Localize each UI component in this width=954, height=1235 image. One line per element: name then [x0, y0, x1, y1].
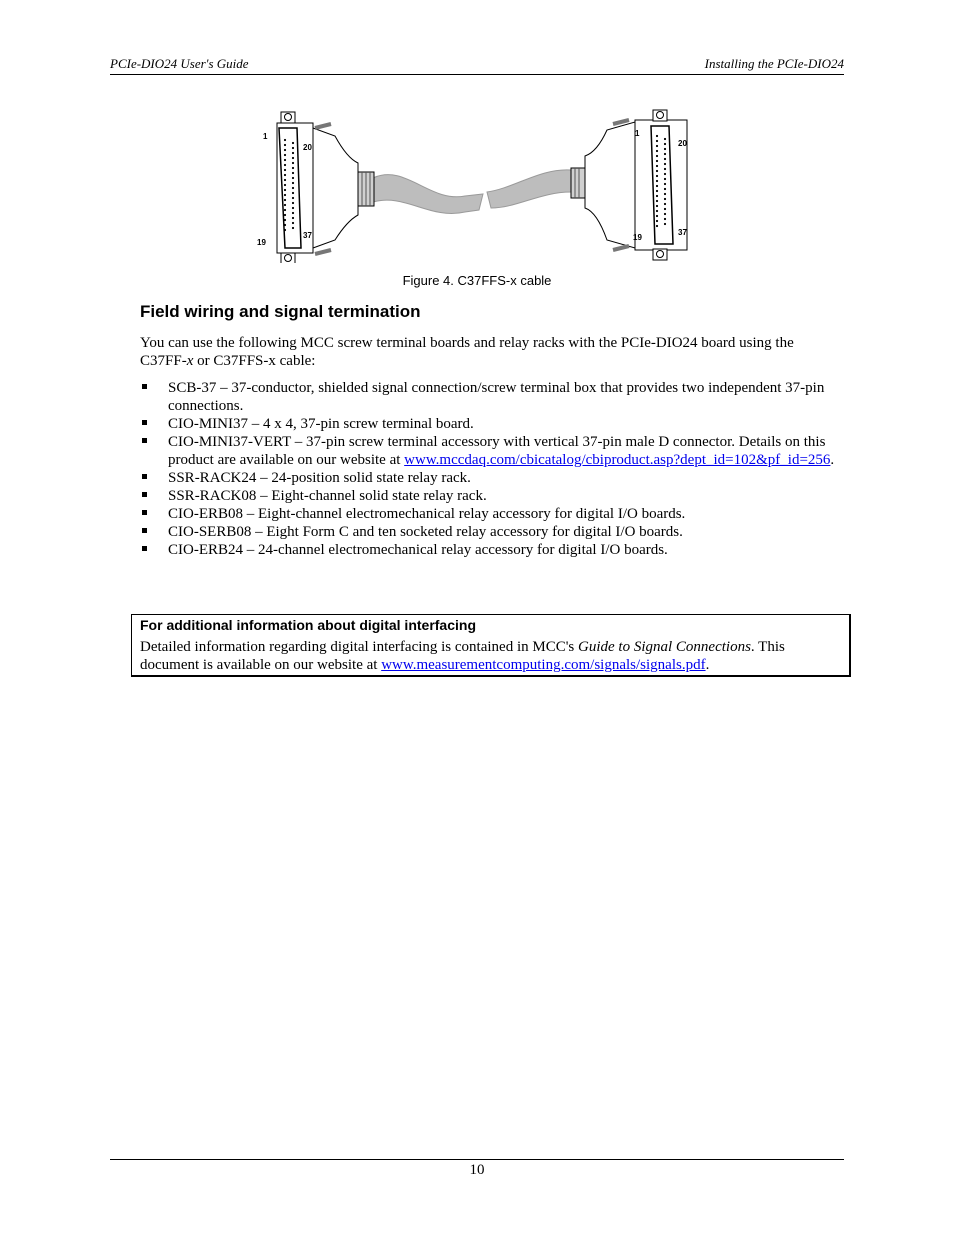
list-item: [140, 505, 840, 523]
right-connector: [571, 110, 687, 260]
list-item-text: CIO-ERB08 – Eight-channel electromechanical relay accessory for digital I/O boards.: [168, 506, 686, 522]
list-item: [140, 469, 840, 487]
page-header: [110, 55, 844, 75]
right-pin-19-label: 19: [633, 233, 642, 242]
info-box-body: [140, 638, 840, 674]
bullet-icon: [142, 420, 147, 425]
accessory-list: [140, 379, 840, 559]
left-pin-20-label: 20: [303, 143, 312, 152]
list-item-text: CIO-SERB08 – Eight Form C and ten socketed relay accessory for digital I/O boards.: [168, 524, 683, 540]
left-connector: [257, 112, 374, 263]
left-pin-37-label: 37: [303, 231, 312, 240]
bullet-icon: [142, 510, 147, 515]
left-pin-1-label: 1: [263, 132, 268, 141]
right-pin-20-label: 20: [678, 139, 687, 148]
intro-text-start: You can use the following MCC screw terminal boards and relay racks with the PCIe-DIO24 board using the C37FF-: [140, 335, 794, 369]
section-intro: [140, 334, 840, 370]
info-box: [131, 614, 851, 677]
section-heading: Field wiring and signal termination: [140, 302, 421, 321]
cable-body: [373, 170, 571, 214]
list-item-text: SSR-RACK24 – 24-position solid state relay rack.: [168, 470, 471, 486]
bullet-icon: [142, 474, 147, 479]
page-number: 10: [469, 1162, 485, 1178]
list-item-text: SSR-RACK08 – Eight-channel solid state relay rack.: [168, 488, 487, 504]
info-text-end: .: [705, 657, 710, 673]
intro-text-end: or C37FFS-x cable:: [193, 353, 316, 369]
info-text-start: Detailed information regarding digital interfacing is contained in MCC's: [140, 639, 579, 655]
info-box-title: For additional information about digital interfacing: [140, 617, 476, 633]
bullet-icon: [142, 492, 147, 497]
intro-italic-x: x: [186, 353, 194, 369]
c37ffs-cable-figure: [255, 108, 695, 263]
list-item-text: CIO-MINI37 – 4 x 4, 37-pin screw terminal board.: [168, 416, 474, 432]
bullet-icon: [142, 546, 147, 551]
left-pin-19-label: 19: [257, 238, 266, 247]
info-text-middle: . This document is available on our website at: [140, 639, 785, 673]
header-doc-title: PCIe-DIO24 User's Guide: [110, 56, 249, 71]
list-item: [140, 541, 840, 559]
list-item: [140, 415, 840, 433]
bullet-icon: [142, 438, 147, 443]
list-item: [140, 487, 840, 505]
header-section-title: Installing the PCIe-DIO24: [704, 56, 844, 71]
right-pin-37-label: 37: [678, 228, 687, 237]
list-item-text: CIO-ERB24 – 24-channel electromechanical relay accessory for digital I/O boards.: [168, 542, 668, 558]
signals-pdf-link[interactable]: www.measurementcomputing.com/signals/signals.pdf: [381, 657, 706, 673]
figure-caption: Figure 4. C37FFS-x cable: [402, 273, 552, 288]
list-item-text: SCB-37 – 37-conductor, shielded signal connection/screw terminal box that provides two independent 37-pin connections.: [168, 380, 825, 414]
info-guide-title: Guide to Signal Connections: [578, 639, 751, 655]
mccdaq-product-link[interactable]: www.mccdaq.com/cbicatalog/cbiproduct.asp?dept_id=102&pf_id=256: [404, 452, 831, 468]
list-item-text-after: .: [830, 452, 835, 468]
list-item: [140, 379, 840, 415]
bullet-icon: [142, 384, 147, 389]
bullet-icon: [142, 528, 147, 533]
right-pin-1-label: 1: [635, 129, 640, 138]
list-item: [140, 523, 840, 541]
list-item: [140, 433, 840, 469]
page-footer: [110, 1159, 844, 1179]
list-item-text: CIO-MINI37-VERT – 37-pin screw terminal accessory with vertical 37-pin male D connector. Details on this product are available on our website at: [168, 434, 826, 468]
